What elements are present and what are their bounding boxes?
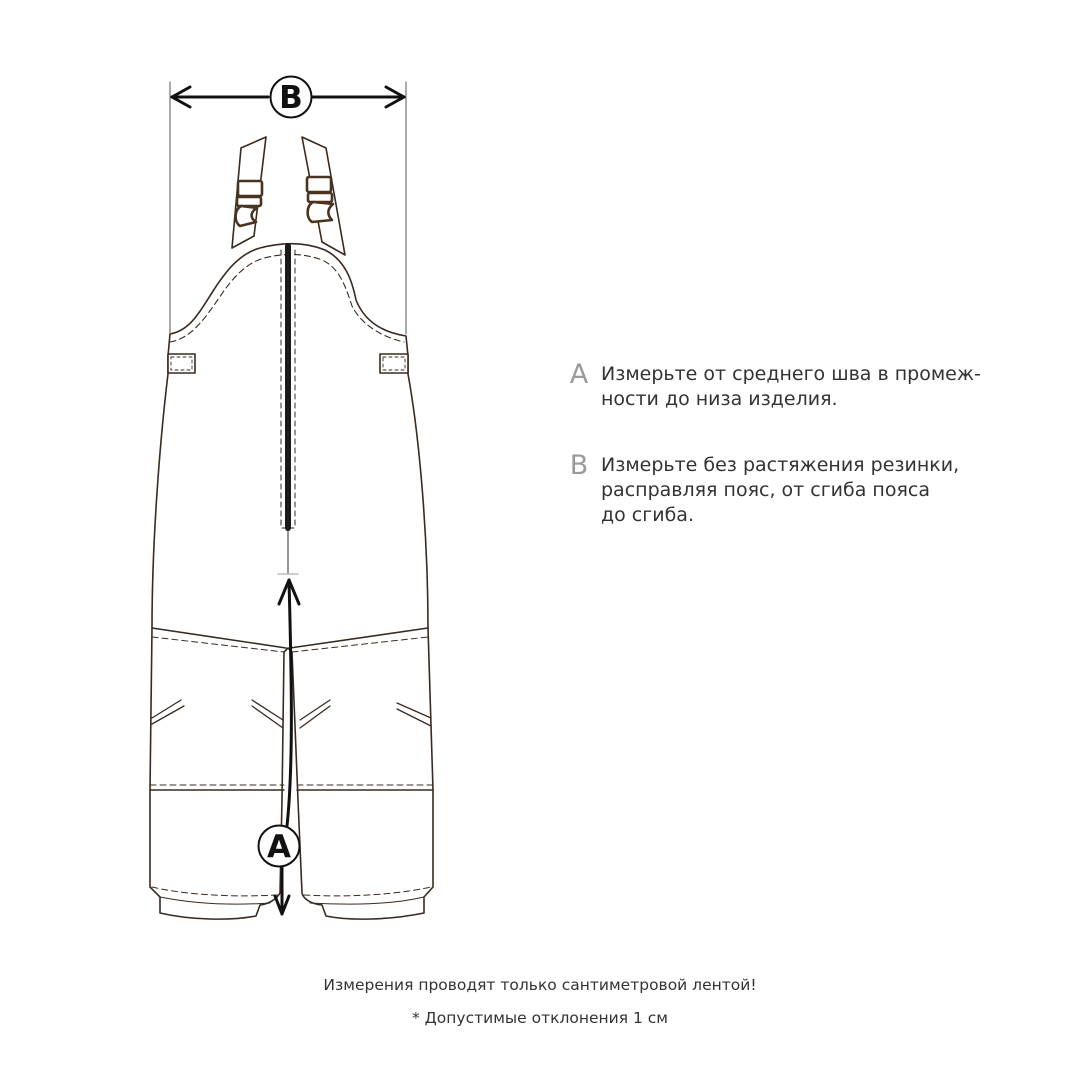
width-marker-label: B bbox=[279, 80, 303, 116]
length-marker-label: A bbox=[267, 829, 291, 865]
instruction-b-letter: B bbox=[569, 450, 589, 481]
footer-tolerance: * Допустимые отклонения 1 см bbox=[412, 1009, 668, 1027]
right-buckle-icon bbox=[307, 177, 333, 222]
instruction-a bbox=[566, 359, 1036, 412]
instruction-a-letter: A bbox=[569, 359, 589, 390]
instruction-a-line: ности до низа изделия. bbox=[601, 388, 838, 410]
trousers-outline bbox=[150, 244, 433, 919]
instruction-b-line: расправляя пояс, от сгиба пояса bbox=[601, 479, 930, 501]
length-marker bbox=[259, 826, 300, 867]
instruction-a-line: Измерьте от среднего шва в промеж- bbox=[601, 363, 981, 385]
right-side-tab bbox=[380, 354, 408, 373]
instruction-b-text bbox=[601, 453, 959, 528]
instruction-a-text bbox=[601, 362, 981, 412]
width-marker bbox=[271, 77, 312, 118]
footer-note: Измерения проводят только сантиметровой лентой! bbox=[323, 976, 757, 994]
left-side-tab bbox=[168, 354, 195, 373]
left-buckle-icon bbox=[236, 181, 262, 226]
instruction-b bbox=[566, 450, 1026, 528]
instruction-b-line: до сгиба. bbox=[601, 504, 694, 526]
instruction-b-line: Измерьте без растяжения резинки, bbox=[601, 454, 960, 476]
